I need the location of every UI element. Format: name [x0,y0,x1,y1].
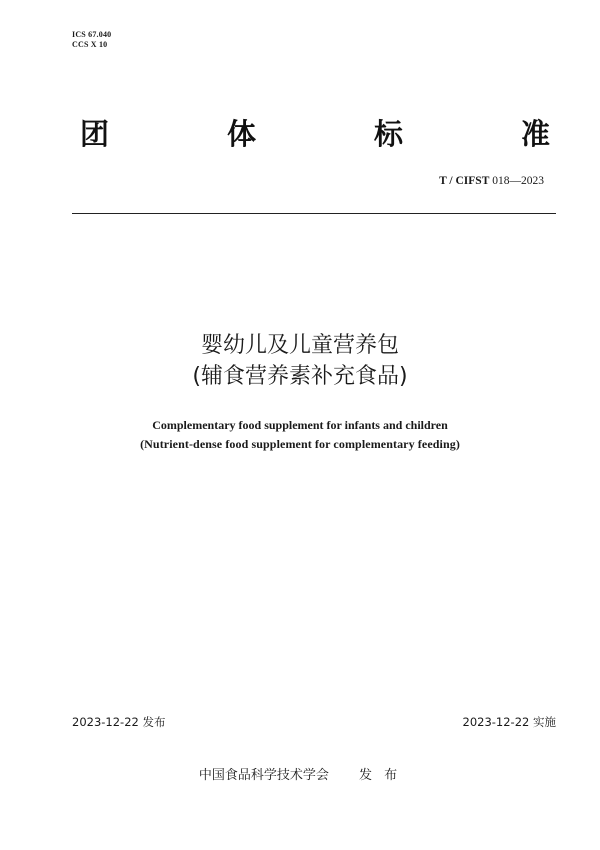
standard-type-char-2: 体 [226,116,256,151]
standard-number [439,175,544,187]
standard-type-char-4: 准 [520,116,550,151]
standard-type-char-3: 标 [373,116,403,151]
publisher-line [0,764,600,783]
publisher-name: 中国食品科学技术学会 [198,768,329,783]
header-divider [72,213,556,214]
ics-code: ICS 67.040 [72,30,112,39]
implementation-date: 2023-12-22 实施 [462,715,556,729]
standard-type-char-1: 团 [80,116,110,151]
standard-type-heading [80,112,550,152]
english-title-line-1: Complementary food supplement for infants and children [152,418,448,432]
chinese-title-line-2: (辅食营养素补充食品) [192,364,408,389]
chinese-title [0,330,600,392]
ccs-code: CCS X 10 [72,40,108,49]
publisher-action: 发 布 [359,768,402,783]
issue-date: 2023-12-22 发布 [72,715,166,729]
standard-number-org: T / CIFST [439,175,490,187]
chinese-title-line-1: 婴幼儿及儿童营养包 [200,333,399,358]
classification-codes [72,30,111,50]
english-title [0,416,600,454]
english-title-line-2: (Nutrient-dense food supplement for complementary feeding) [140,437,460,451]
standard-number-code: 018—2023 [492,175,544,187]
